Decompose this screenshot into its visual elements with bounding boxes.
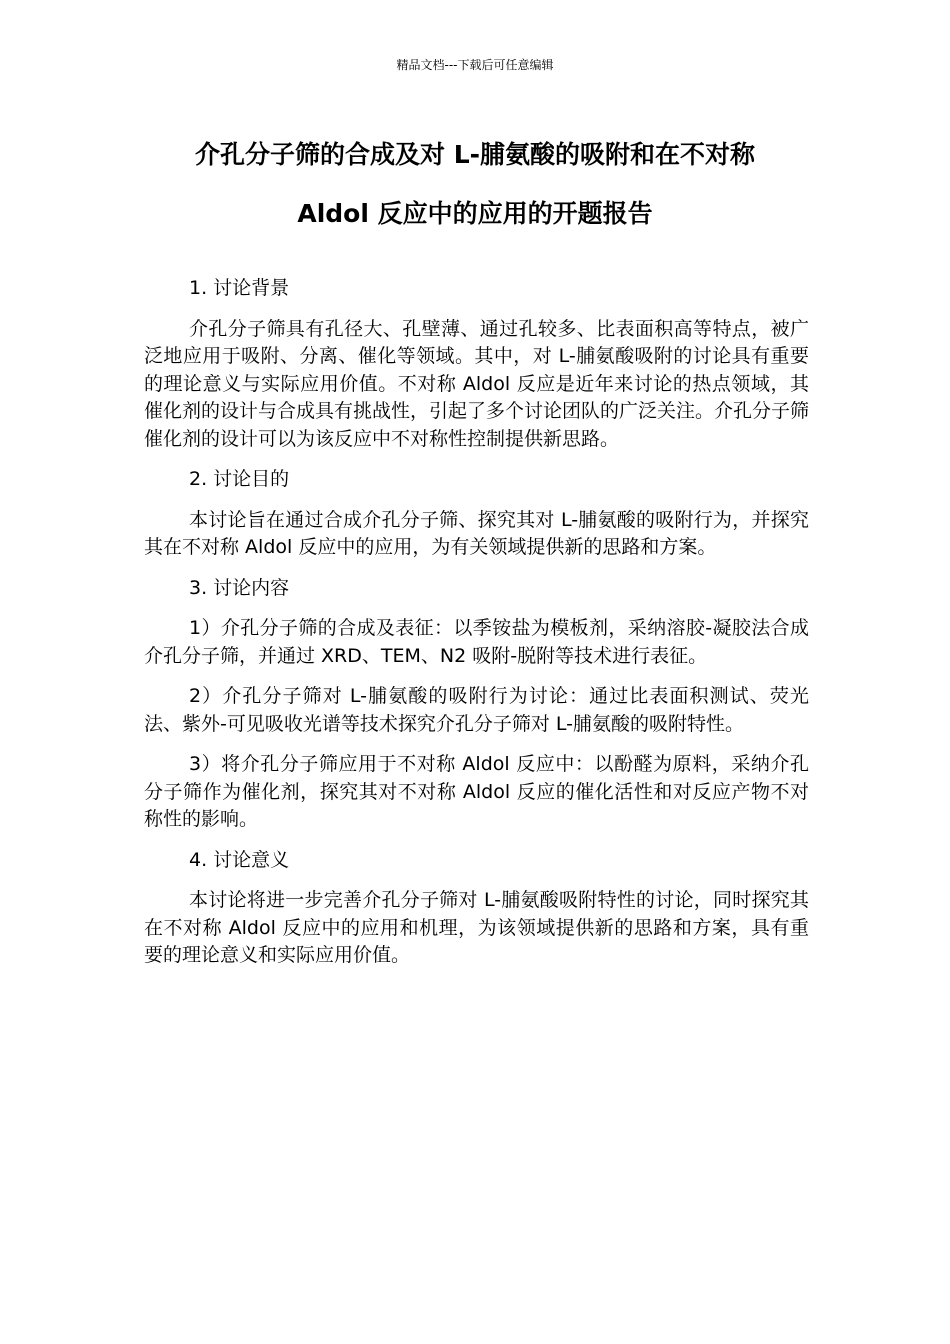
section-heading: 1. 讨论背景: [189, 277, 290, 299]
paragraph: 本讨论将进一步完善介孔分子筛对 L-脯氨酸吸附特性的讨论，同时探究其在不对称 Aldol 反应中的应用和机理，为该领域提供新的思路和方案，具有重要的理论意义和实际应用价值。: [144, 889, 809, 966]
section-heading: 4. 讨论意义: [189, 848, 290, 871]
section-heading: 3. 讨论内容: [189, 576, 290, 599]
section-purpose: [144, 466, 809, 562]
header-note: 精品文档---下载后可任意编辑: [396, 58, 554, 72]
paragraph: 介孔分子筛具有孔径大、孔壁薄、通过孔较多、比表面积高等特点，被广泛地应用于吸附、分离、催化等领域。其中，对 L-脯氨酸吸附的讨论具有重要的理论意义与实际应用价值。不对称 Aldol 反应是近年来讨论的热点领域，其催化剂的设计与合成具有挑战性，引起了多个讨论团队的广泛关注。介孔分子筛催化剂的设计可以为该反应中不对称性控制提供新思路。: [144, 317, 810, 450]
document-body: [144, 275, 809, 970]
section-heading: 2. 讨论目的: [189, 468, 290, 490]
section-content: [144, 575, 809, 834]
paragraph: 2）介孔分子筛对 L-脯氨酸的吸附行为讨论：通过比表面积测试、荧光法、紫外-可见吸收光谱等技术探究介孔分子筛对 L-脯氨酸的吸附特性。: [144, 685, 809, 735]
paragraph: 3）将介孔分子筛应用于不对称 Aldol 反应中：以酚醛为原料，采纳介孔分子筛作为催化剂，探究其对不对称 Aldol 反应的催化活性和对反应产物不对称性的影响。: [144, 753, 809, 830]
document-title-line-2: Aldol 反应中的应用的开题报告: [297, 199, 653, 228]
document-title-line-1: 介孔分子筛的合成及对 L-脯氨酸的吸附和在不对称: [194, 140, 755, 169]
paragraph: 本讨论旨在通过合成介孔分子筛、探究其对 L-脯氨酸的吸附行为，并探究其在不对称 Aldol 反应中的应用，为有关领域提供新的思路和方案。: [144, 508, 809, 558]
section-significance: [144, 847, 809, 970]
section-background: [144, 275, 809, 453]
paragraph: 1）介孔分子筛的合成及表征：以季铵盐为模板剂，采纳溶胶-凝胶法合成介孔分子筛，并通过 XRD、TEM、N2 吸附-脱附等技术进行表征。: [144, 617, 809, 667]
